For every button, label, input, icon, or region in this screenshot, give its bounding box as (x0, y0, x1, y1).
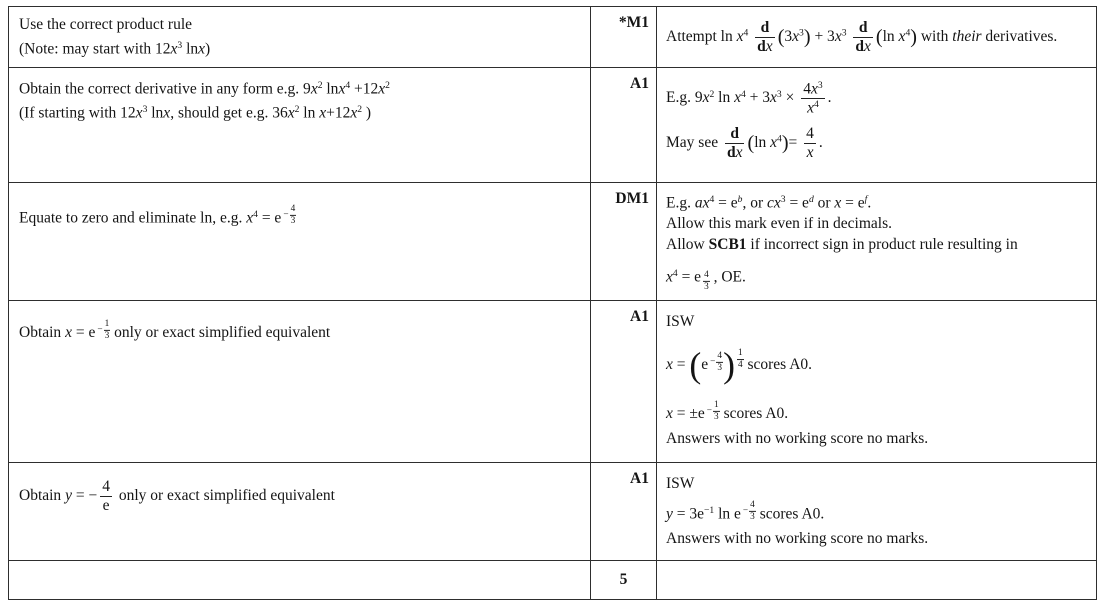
guidance-line: Allow SCB1 if incorrect sign in product rule resulting in (666, 236, 1018, 254)
mark-cell-2: A1 (591, 68, 657, 183)
criterion-line: Use the correct product rule (19, 16, 193, 33)
guidance-cell-4 (657, 301, 1097, 463)
criterion-line: Obtain the correct derivative in any form e.g. $9x^2$ $\ln x^4 +12x^2$ (19, 80, 390, 98)
mark-cell-3: DM1 (591, 183, 657, 301)
guidance-cell-2 (657, 68, 1097, 183)
guidance-line: ISW (666, 313, 695, 330)
guidance-cell-5 (657, 463, 1097, 561)
mark-cell-1: *M1 (591, 7, 657, 68)
mark-scheme-table (8, 6, 1097, 600)
guidance-line: Allow this mark even if in decimals. (666, 215, 892, 233)
criterion-cell-1 (9, 7, 591, 68)
guidance-line: x = ±e − $\frac{1}{3}$ scores A0. (666, 400, 789, 423)
guidance-line: x = (e − $\frac{4}{3}$ ) 1 4 scores A0. (666, 344, 813, 385)
guidance-line: ISW (666, 475, 695, 492)
guidance-line: May see $\frac{d}{dx}$ (ln $x^4)=$ $\frac{4}{x}$ . (666, 125, 823, 161)
mark-cell-5: A1 (591, 463, 657, 561)
guidance-line: Answers with no working score no marks. (666, 530, 929, 548)
guidance-cell-1 (657, 7, 1097, 68)
criterion-cell-4 (9, 301, 591, 463)
guidance-line: $y = 3e^{-1}$ ln e − $\frac{4}{3}$ scores A0. (666, 500, 825, 523)
criterion-line: Equate to zero and eliminate ln, e.g. $x^4 = e$ − $\frac{4}{3}$ (19, 204, 296, 227)
criterion-cell-5 (9, 463, 591, 561)
criterion-cell-3 (9, 183, 591, 301)
criterion-line: (If starting with $12x^3$ lnx, should get e.g. $36x^2$ $\ln x+12x^2$ ) (19, 104, 372, 122)
mark-cell-4: A1 (591, 301, 657, 463)
guidance-line: Answers with no working score no marks. (666, 430, 929, 448)
criterion-cell-2 (9, 68, 591, 183)
guidance-line: E.g. $ax^4 = e^b$, or $cx^3 = e^d$ or $x = e^f$. (666, 194, 872, 212)
guidance-cell-3 (657, 183, 1097, 301)
guidance-line: E.g. $9x^2$ $\ln x^4 + 3x^3$ × $\frac{4x^3}{x^4}$ . (666, 80, 832, 117)
criterion-line: Obtain y = − $\frac{4}{e}$ only or exact simplified equivalent (19, 478, 335, 514)
total-marks: 5 (591, 561, 657, 600)
empty-cell-right (657, 561, 1097, 600)
guidance-line: $x^4 = e$ 4 3 , OE. (666, 268, 746, 292)
criterion-line: Obtain x = e − $\frac{1}{3}$ only or exact simplified equivalent (19, 318, 331, 341)
guidance-line: Attempt $\ln x^4$ $\frac{d}{dx}$ $(3x^3) + 3x^3$ $\frac{d}{dx}$ (ln $x^4$) with their derivatives. (666, 18, 1058, 55)
criterion-line: (Note: may start with $12x^3$ lnx) (19, 40, 211, 58)
empty-cell-left (9, 561, 591, 600)
